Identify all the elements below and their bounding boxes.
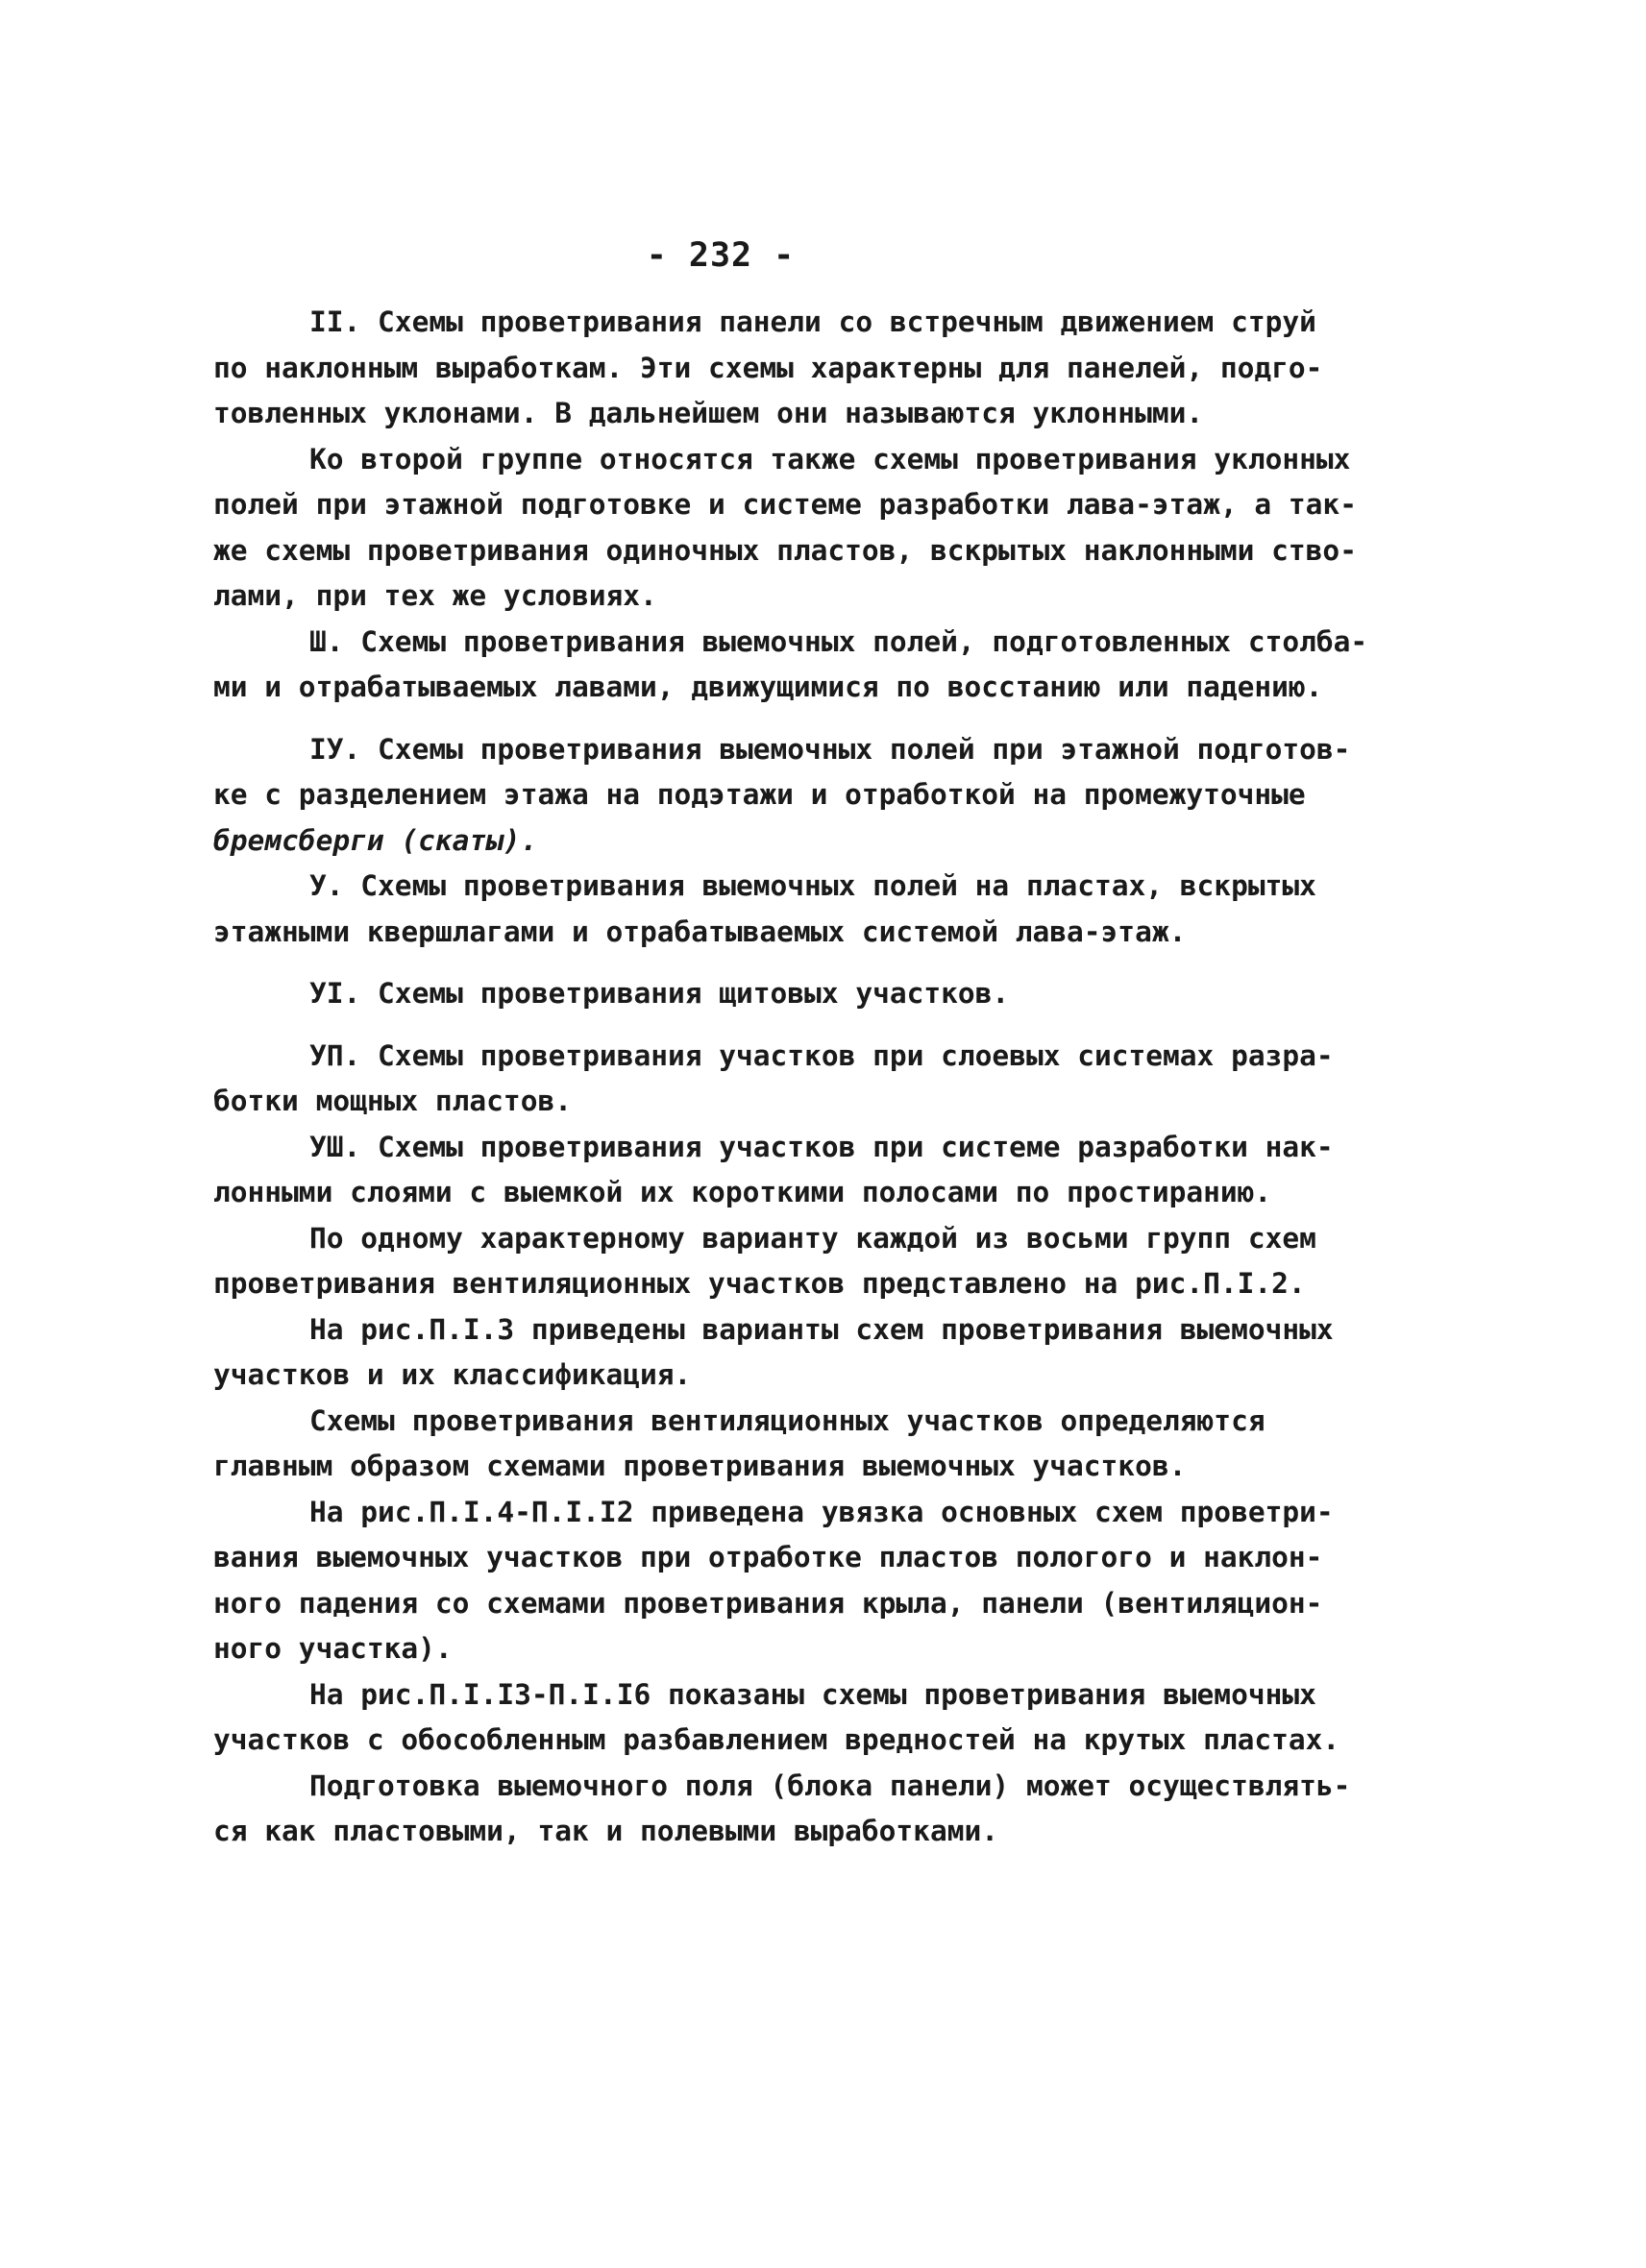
text-line: ботки мощных пластов.: [213, 1085, 572, 1117]
text-line: УП. Схемы проветривания участков при слоевых системах разра-: [309, 1038, 1334, 1072]
text-line: II. Схемы проветривания панели со встречным движением струй: [309, 305, 1316, 338]
text-line: Схемы проветривания вентиляционных участков определяются: [309, 1403, 1265, 1437]
text-line: IУ. Схемы проветривания выемочных полей при этажной подготов-: [309, 732, 1351, 766]
text-line: На рис.П.I.3 приведены варианты схем проветривания выемочных: [309, 1312, 1334, 1346]
text-line: ми и отрабатываемых лавами, движущимися по восстанию или падению.: [213, 671, 1323, 703]
paragraph-gap: [213, 711, 1462, 727]
body-text: [213, 300, 1462, 1855]
text-line: проветривания вентиляционных участков представлено на рис.П.I.2.: [213, 1267, 1306, 1300]
paragraph-gap: [213, 955, 1462, 971]
text-line: участков с обособленным разбавлением вредностей на крутых пластах.: [213, 1723, 1340, 1756]
text-line: лонными слоями с выемкой их короткими полосами по простиранию.: [213, 1176, 1272, 1208]
text-line: ся как пластовыми, так и полевыми выработками.: [213, 1815, 998, 1847]
text-line: По одному характерному варианту каждой из восьми групп схем: [309, 1221, 1316, 1255]
text-line: полей при этажной подготовке и системе разработки лава-этаж, а так-: [213, 488, 1357, 521]
text-line: ного падения со схемами проветривания крыла, панели (вентиляцион-: [213, 1586, 1323, 1620]
text-line: по наклонным выработкам. Эти схемы характерны для панелей, подго-: [213, 351, 1323, 384]
text-line: товленных уклонами. В дальнейшем они называются уклонными.: [213, 397, 1204, 429]
text-line: вания выемочных участков при отработке пластов пологого и наклон-: [213, 1541, 1323, 1573]
text-line: УШ. Схемы проветривания участков при системе разработки нак-: [309, 1130, 1334, 1163]
text-line: бремсберги (скаты).: [213, 823, 538, 857]
text-line: участков и их классификация.: [213, 1358, 692, 1391]
text-line: этажными квершлагами и отрабатываемых системой лава-этаж.: [213, 915, 1187, 948]
text-line: главным образом схемами проветривания выемочных участков.: [213, 1450, 1187, 1482]
text-line: же схемы проветривания одиночных пластов, вскрытых наклонными ство-: [213, 533, 1357, 567]
text-line: Ш. Схемы проветривания выемочных полей, подготовленных столба-: [309, 624, 1368, 658]
text-line: УI. Схемы проветривания щитовых участков.: [309, 977, 1010, 1010]
text-line: ного участка).: [213, 1632, 453, 1665]
text-line: У. Схемы проветривания выемочных полей на пластах, вскрытых: [309, 869, 1316, 902]
text-line: ке с разделением этажа на подэтажи и отработкой на промежуточные: [213, 778, 1306, 811]
text-line: На рис.П.I.4-П.I.I2 приведена увязка основных схем проветри-: [309, 1495, 1334, 1528]
text-line: лами, при тех же условиях.: [213, 579, 657, 612]
text-line: Подготовка выемочного поля (блока панели) может осуществлять-: [309, 1768, 1351, 1802]
text-line: Ко второй группе относятся также схемы проветривания уклонных: [309, 442, 1351, 476]
paragraph-gap: [213, 1017, 1462, 1034]
text-line: На рис.П.I.I3-П.I.I6 показаны схемы проветривания выемочных: [309, 1677, 1316, 1711]
page-number: - 232 -: [646, 236, 796, 275]
